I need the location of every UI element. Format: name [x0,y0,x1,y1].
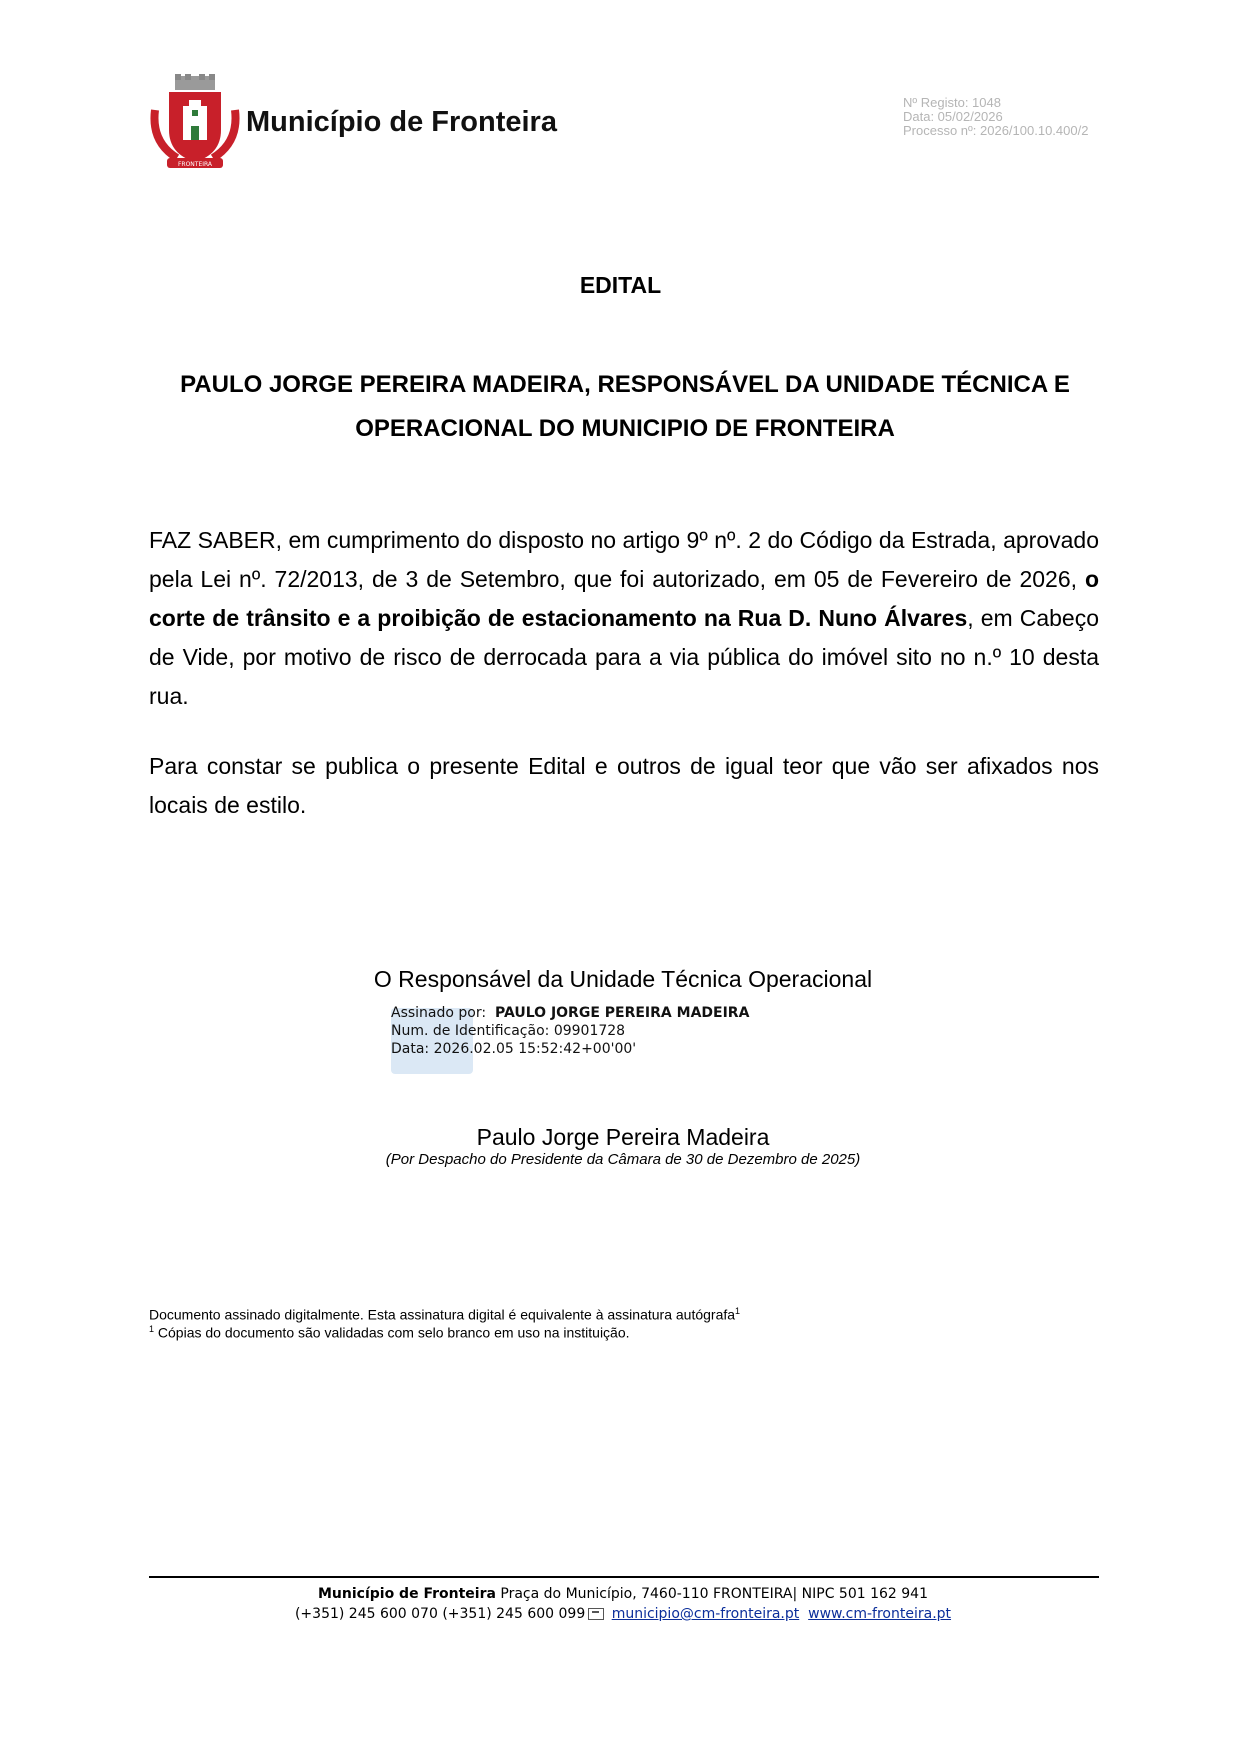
registo-date: Data: 05/02/2026 [903,109,1003,124]
fax-icon [588,1608,604,1620]
footer-email-link[interactable]: municipio@cm-fronteira.pt [611,1606,800,1622]
signature-id: Num. de Identificação: 09901728 [391,1023,626,1039]
footer-divider [149,1576,1099,1578]
body-paragraph-1 [149,521,1099,716]
municipality-name: Município de Fronteira [246,106,557,138]
footer-website-link[interactable]: www.cm-fronteira.pt [808,1606,952,1622]
p1-text-start: FAZ SABER, em cumprimento do disposto no artigo 9º nº. 2 do Código da Estrada, aprovado pela Lei nº. 72/2013, de 3 de Setembro, que foi autorizado, em 05 de Fevereiro de 2026, [149,527,1099,592]
footer-phone: (+351) 245 600 070 [294,1606,438,1622]
footnote-digital-signature: Documento assinado digitalmente. Esta assinatura digital é equivalente à assinatura autógrafa$^1$ [149,1306,741,1323]
document-title: EDITAL [579,272,662,298]
despacho-note: (Por Despacho do Presidente da Câmara de 30 de Dezembro de 2025) [385,1151,861,1168]
subtitle-line-1: PAULO JORGE PEREIRA MADEIRA, RESPONSÁVEL DA UNIDADE TÉCNICA E [180,371,1070,398]
body-paragraph-2: Para constar se publica o presente Edital e outros de igual teor que vão ser afixados nos locais de estilo. [149,753,1099,818]
p1-text-end: , em Cabeço de Vide, por motivo de risco de derrocada para a via pública do imóvel sito no n.º 10 desta rua. [149,605,1100,709]
signature-date: Data: 2026.02.05 15:52:42+00'00' [391,1041,637,1057]
signed-by-label: Assinado por: [391,1005,487,1021]
footer-contact [0,1584,1241,1624]
municipality-crest-logo [147,72,243,172]
registration-info [903,96,1088,138]
footer-fax: (+351) 245 600 099 [442,1606,586,1622]
svg-text:FRONTEIRA: FRONTEIRA [177,161,213,168]
subtitle-line-2: OPERACIONAL DO MUNICIPIO DE FRONTEIRA [355,415,895,442]
footnote-marker: 1 [735,1306,741,1316]
signatory-name: Paulo Jorge Pereira Madeira [476,1124,770,1150]
footnote-marker: 1 [149,1324,155,1334]
footer-org-name: Município de Fronteira [317,1586,496,1602]
registo-number: Nº Registo: 1048 [903,95,1001,110]
footer-address: Praça do Município, 7460-110 FRONTEIRA| NIPC 501 162 941 [495,1586,928,1602]
digital-signature-block [391,1004,749,1058]
p1-highlight: o corte de trânsito e a proibição de estacionamento na Rua D. Nuno Álvares [149,566,1099,631]
registo-process: Processo nº: 2026/100.10.400/2 [903,123,1089,138]
document-subtitle [140,363,1110,451]
footnote-copies: $^1$ Cópias do documento são validadas com selo branco em uso na instituição. [149,1324,630,1341]
signatory-role: O Responsável da Unidade Técnica Operacional [373,966,873,992]
signed-by-name: PAULO JORGE PEREIRA MADEIRA [495,1005,750,1021]
